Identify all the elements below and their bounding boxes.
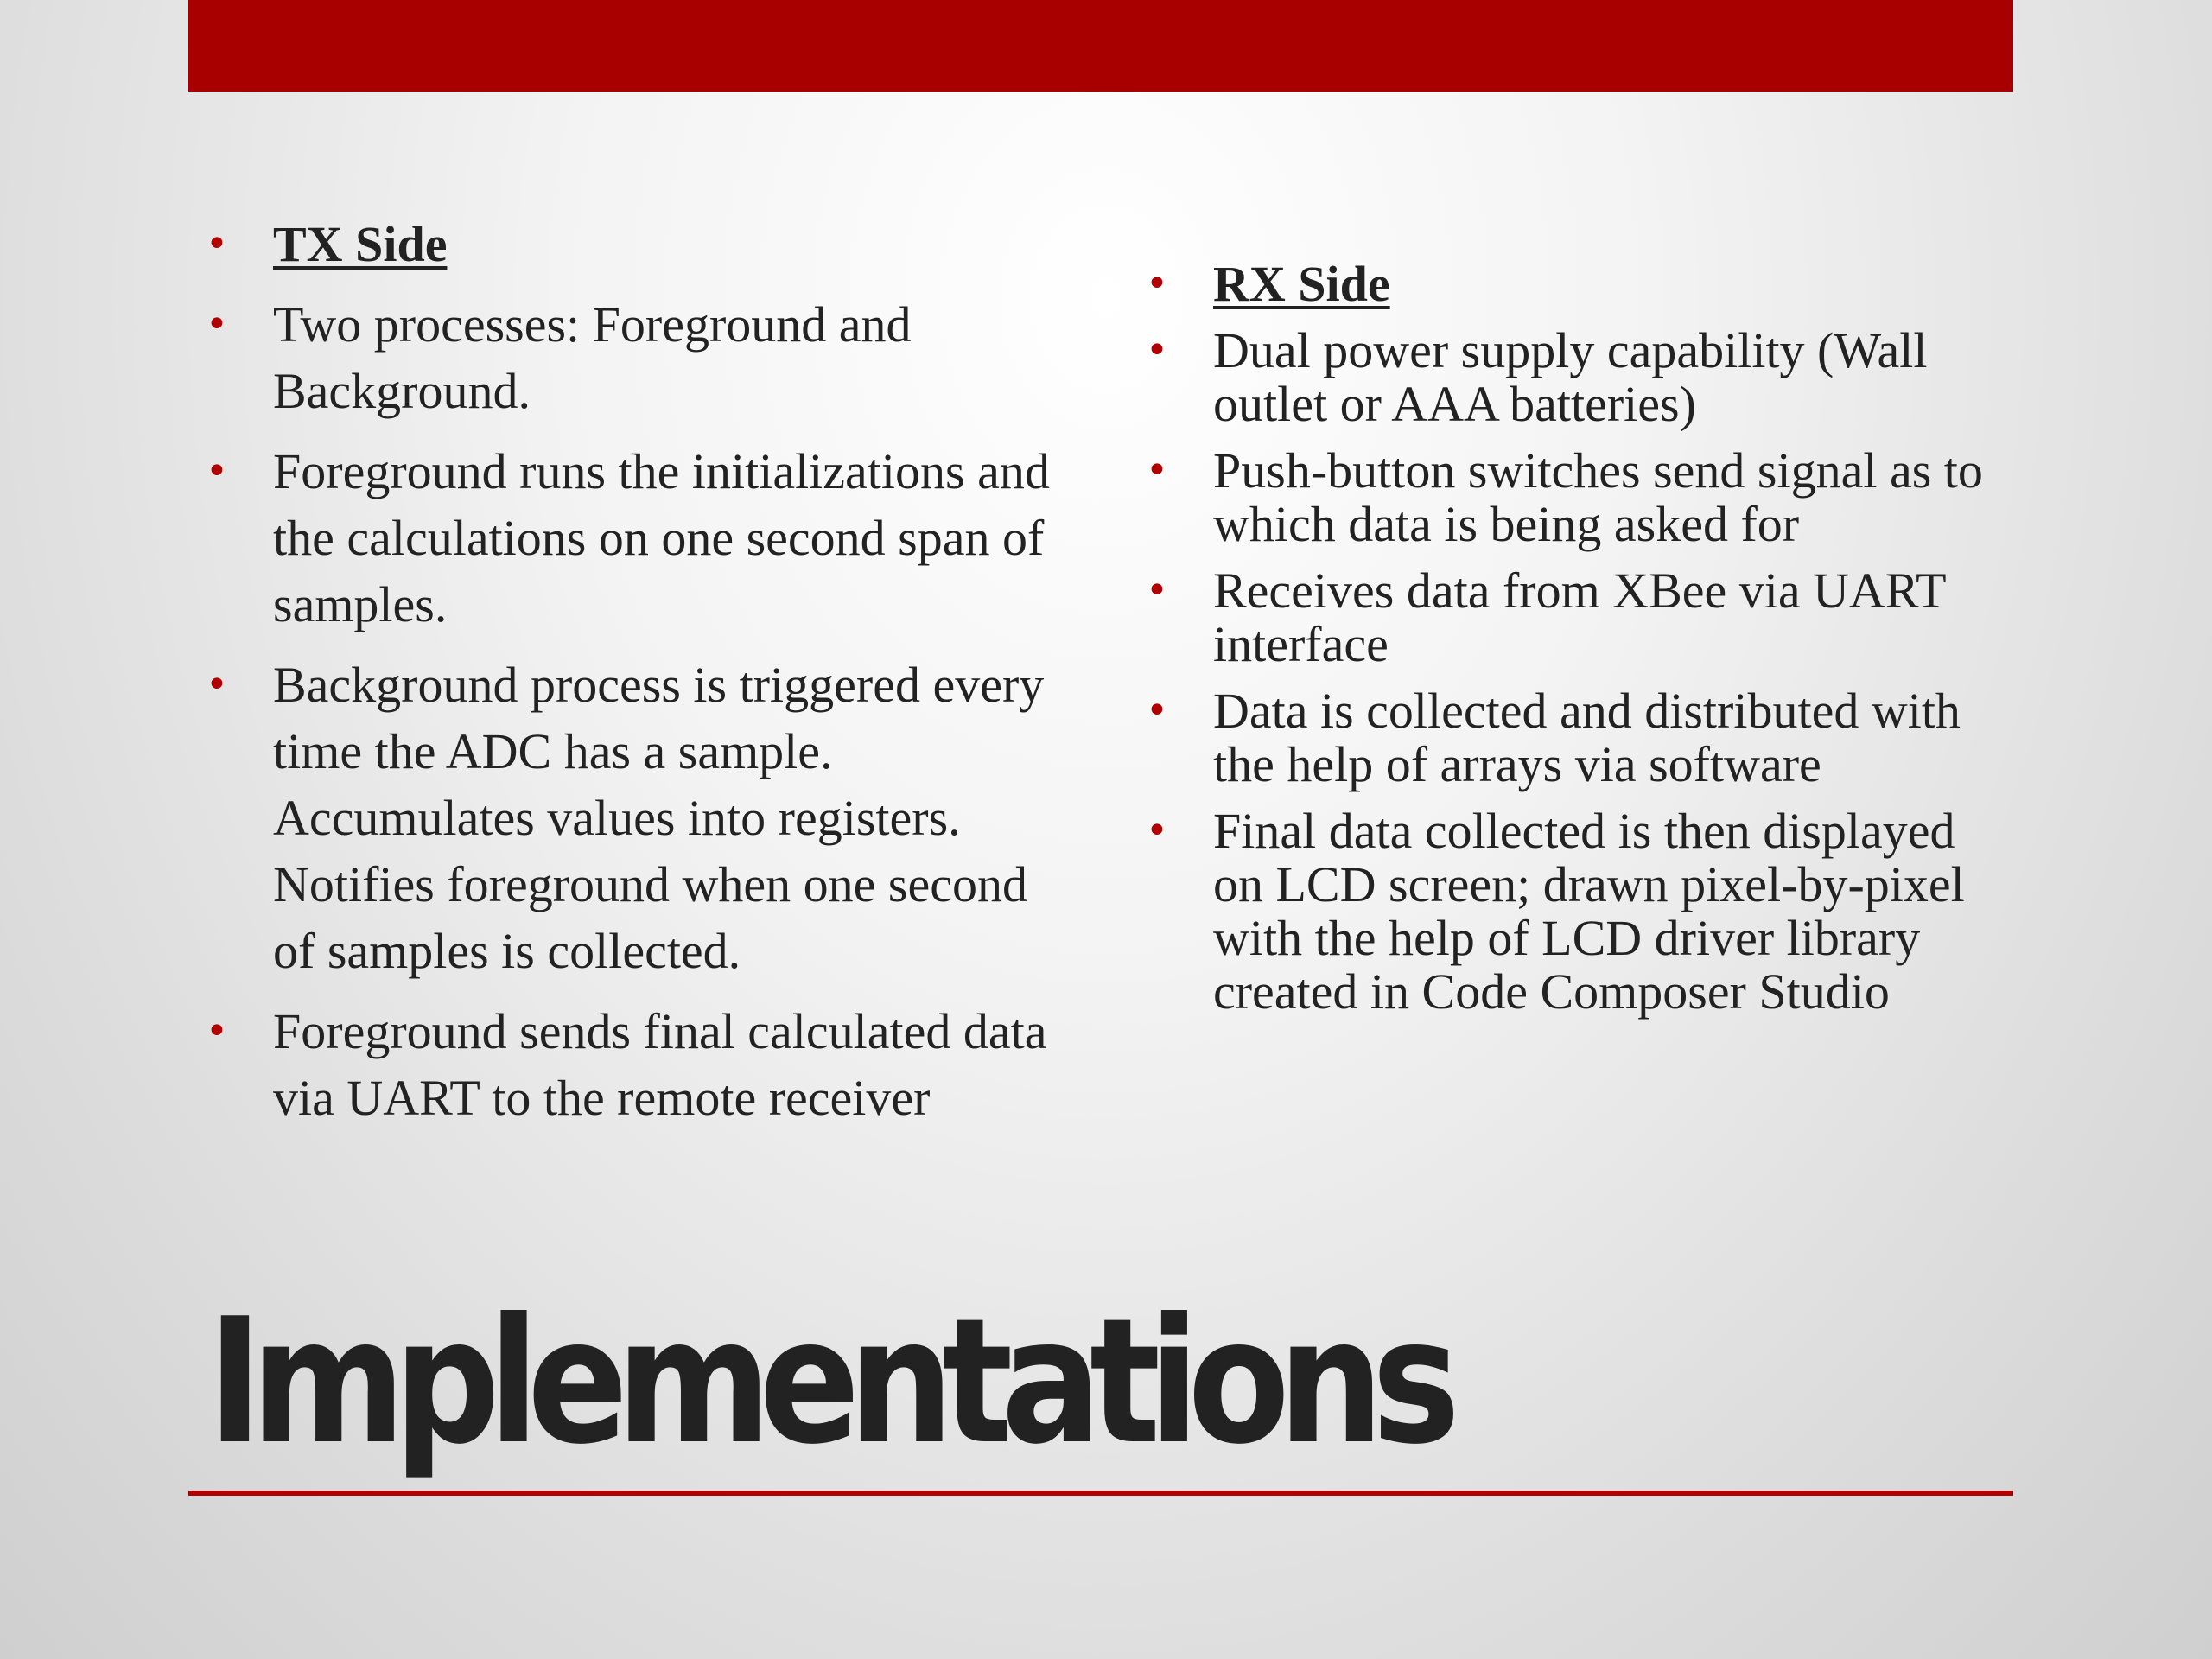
list-heading-rx bbox=[1146, 257, 2010, 311]
bullet-icon: • bbox=[1146, 328, 1168, 372]
list-item bbox=[1146, 444, 2010, 551]
bullet-icon: • bbox=[206, 449, 228, 493]
list-item bbox=[1146, 324, 2010, 431]
list-item bbox=[206, 652, 1070, 984]
list-item-text: Foreground runs the initializations and the calculations on one second span of samples. bbox=[273, 443, 1050, 632]
list-item-text: Receives data from XBee via UART interface bbox=[1213, 563, 1946, 672]
list-item-text: Data is collected and distributed with the help of arrays via software bbox=[1213, 683, 1961, 792]
list-item-text: Final data collected is then displayed on LCD screen; drawn pixel-by-pixel with the help of LCD driver library created in Code Composer Studio bbox=[1213, 803, 1965, 1020]
list-item bbox=[1146, 564, 2010, 671]
bullet-icon: • bbox=[206, 663, 228, 707]
bullet-icon: • bbox=[1146, 569, 1168, 613]
list-item bbox=[206, 291, 1070, 424]
list-item bbox=[1146, 804, 2010, 1019]
list-item-text: Foreground sends final calculated data via UART to the remote receiver bbox=[273, 1003, 1047, 1126]
list-item-text: Push-button switches send signal as to which data is being asked for bbox=[1213, 442, 1983, 552]
rx-side-list bbox=[1146, 257, 2010, 1032]
rx-heading: RX Side bbox=[1213, 256, 1390, 312]
bullet-icon: • bbox=[1146, 262, 1168, 306]
bullet-icon: • bbox=[1146, 809, 1168, 853]
bullet-icon: • bbox=[206, 1009, 228, 1053]
list-item bbox=[206, 998, 1070, 1131]
list-item-text: Two processes: Foreground and Background. bbox=[273, 296, 912, 419]
bullet-icon: • bbox=[206, 222, 228, 266]
list-item-text: Dual power supply capability (Wall outlet or AAA batteries) bbox=[1213, 322, 1928, 432]
title-underline-rule bbox=[188, 1491, 2013, 1496]
list-item-text: Background process is triggered every time the ADC has a sample. Accumulates values into registers. Notifies foreground when one second of samples is collected. bbox=[273, 657, 1045, 979]
list-item bbox=[206, 438, 1070, 638]
list-heading-tx bbox=[206, 211, 1070, 277]
bullet-icon: • bbox=[206, 302, 228, 346]
tx-side-list bbox=[206, 211, 1070, 1145]
tx-heading: TX Side bbox=[273, 216, 448, 272]
list-item bbox=[1146, 684, 2010, 791]
bullet-icon: • bbox=[1146, 689, 1168, 733]
bullet-icon: • bbox=[1146, 448, 1168, 493]
slide-title: Implementations bbox=[207, 1281, 1449, 1483]
top-accent-bar bbox=[188, 0, 2013, 92]
